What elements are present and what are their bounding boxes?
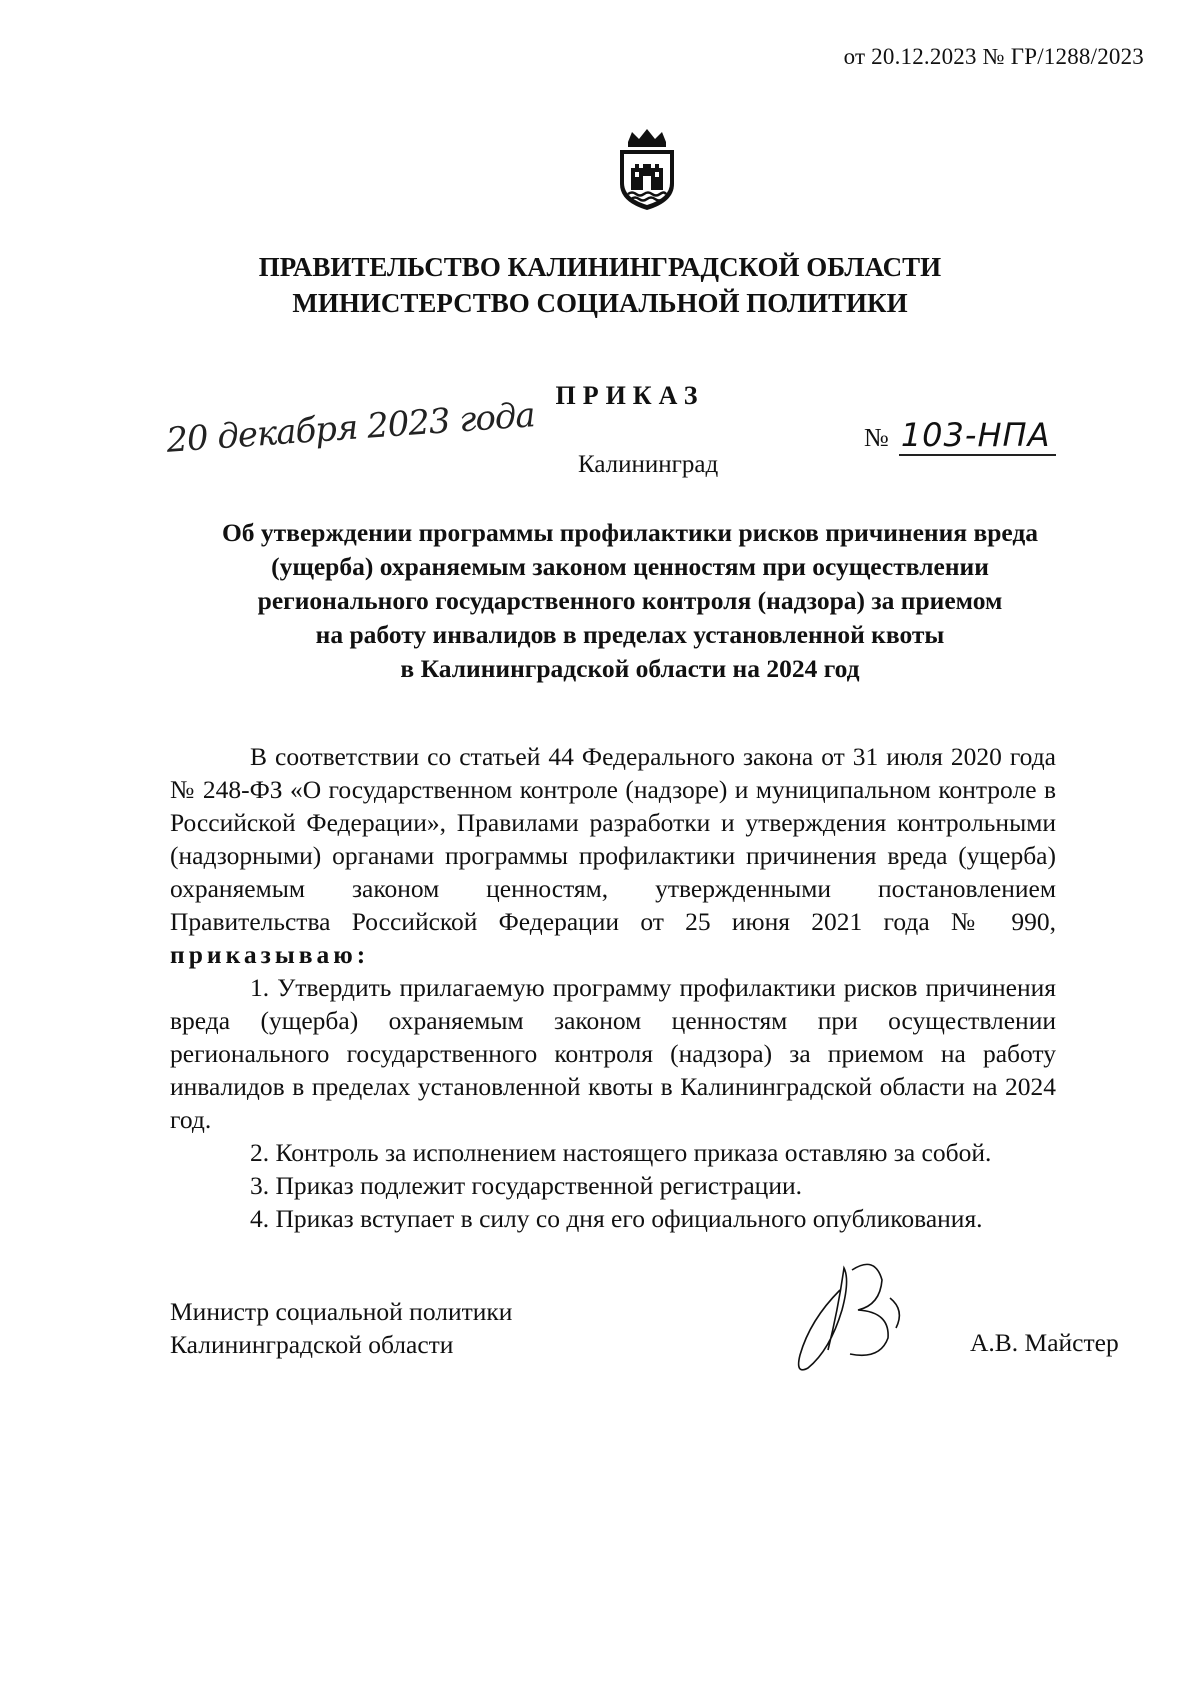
handwritten-date [165,395,546,464]
document-body [170,740,1056,1235]
subject-line: Об утверждении программы профилактики рисков причинения вреда [221,518,1039,547]
preamble-text: В соответствии со статьей 44 Федерального закона от 31 июля 2020 года № 248-ФЗ «О государственном контроле (надзоре) и муниципальном контроле в Российской Федерации», Правилами разработки и утверждения контрольными (надзорными) органами программы профилактики причинения вреда (ущерба) охраняемым законом ценностям, утвержденными постановлением Правительства Российской Федерации от 25 июня 2021 года № 990, [170,742,1056,936]
organization-name: ПРАВИТЕЛЬСТВО КАЛИНИНГРАДСКОЙ ОБЛАСТИ [258,252,942,282]
order-item: 1. Утвердить прилагаемую программу профилактики рисков причинения вреда (ущерба) охраняемым законом ценностям при осуществлении регионального государственного контроля (надзора) за приемом на работу инвалидов в пределах установленной квоты в Калининградской области на 2024 год. [170,973,1056,1134]
subject-line: регионального государственного контроля (надзора) за приемом [257,586,1003,615]
registration-stamp: от 20.12.2023 № ГР/1288/2023 [843,44,1144,69]
handwritten-number: 103-НПА [899,416,1057,456]
ministry-name: МИНИСТЕРСТВО СОЦИАЛЬНОЙ ПОЛИТИКИ [292,288,908,318]
handwritten-signature-icon [780,1250,950,1390]
order-word: приказываю: [170,940,370,969]
position-line: Калининградской области [170,1330,454,1359]
number-label: № [864,423,889,452]
preamble-paragraph [170,740,1056,971]
document-subject [160,516,1100,686]
subject-line: в Калининградской области на 2024 год [400,654,860,683]
order-item: 2. Контроль за исполнением настоящего приказа оставляю за собой. [250,1138,992,1167]
signatory-name: А.В. Майстер [970,1328,1119,1357]
document-number [864,416,1056,454]
handwritten-date-text: 20 декабря 2023 года [165,395,536,461]
place-of-issue: Калининград [578,451,719,478]
order-item: 3. Приказ подлежит государственной регистрации. [250,1171,802,1200]
document-type-title: ПРИКАЗ [555,381,705,410]
subject-line: (ущерба) охраняемым законом ценностям при осуществлении [271,552,989,581]
signatory-position [170,1295,512,1361]
coat-of-arms-icon [614,128,680,212]
subject-line: на работу инвалидов в пределах установленной квоты [315,620,945,649]
order-item: 4. Приказ вступает в силу со дня его официального опубликования. [250,1204,983,1233]
position-line: Министр социальной политики [170,1297,513,1326]
